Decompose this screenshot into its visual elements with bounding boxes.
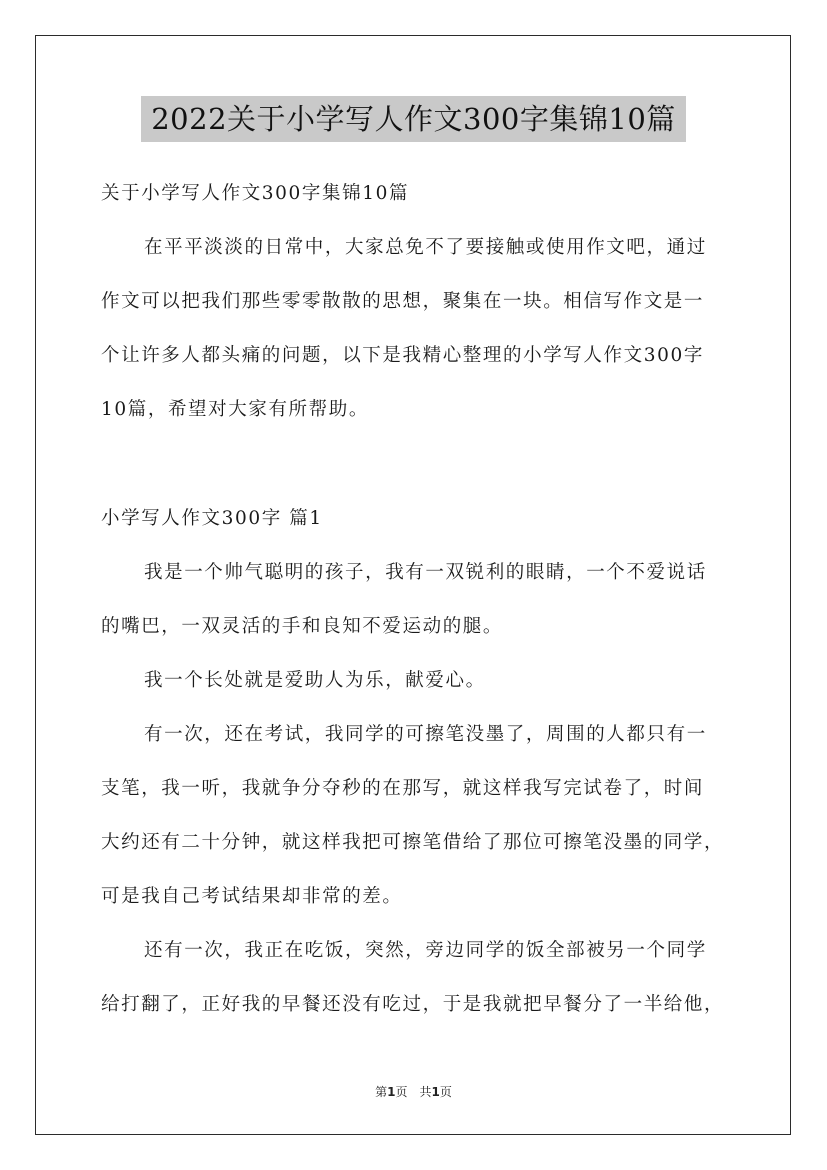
body-line-3: 我一个长处就是爱助人为乐，献爱心。: [144, 670, 486, 691]
body-line-9: 给打翻了，正好我的早餐还没有吃过，于是我就把早餐分了一半给他，: [101, 994, 725, 1015]
document-title: 2022关于小学写人作文300字集锦10篇: [141, 96, 686, 142]
body-line-6: 大约还有二十分钟，就这样我把可擦笔借给了那位可擦笔没墨的同学，: [101, 832, 725, 853]
section-heading: 小学写人作文300字 篇1: [101, 508, 323, 529]
body-line-4: 有一次，还在考试，我同学的可擦笔没墨了，周围的人都只有一: [144, 724, 707, 745]
body-line-2: 的嘴巴，一双灵活的手和良知不爱运动的腿。: [101, 616, 504, 637]
body-line-8: 还有一次，我正在吃饭，突然，旁边同学的饭全部被另一个同学: [144, 940, 707, 961]
document-subtitle: 关于小学写人作文300字集锦10篇: [101, 183, 410, 204]
body-line-5: 支笔，我一听，我就争分夺秒的在那写，就这样我写完试卷了，时间: [101, 778, 705, 799]
intro-line-4: 10篇，希望对大家有所帮助。: [101, 399, 369, 420]
intro-line-3: 个让许多人都头痛的问题，以下是我精心整理的小学写人作文300字: [101, 345, 704, 366]
page-suffix: 页: [439, 1085, 452, 1099]
intro-line-1: 在平平淡淡的日常中，大家总免不了要接触或使用作文吧，通过: [144, 237, 707, 258]
page-total: 1: [431, 1085, 440, 1099]
body-line-7: 可是我自己考试结果却非常的差。: [101, 886, 403, 907]
page-footer: [0, 1083, 827, 1100]
body-line-1: 我是一个帅气聪明的孩子，我有一双锐利的眼睛，一个不爱说话: [144, 562, 707, 583]
page-current: 1: [387, 1085, 396, 1099]
page-mid: 页 共: [395, 1085, 432, 1099]
intro-line-2: 作文可以把我们那些零零散散的思想，聚集在一块。相信写作文是一: [101, 291, 705, 312]
page-prefix: 第: [375, 1085, 388, 1099]
